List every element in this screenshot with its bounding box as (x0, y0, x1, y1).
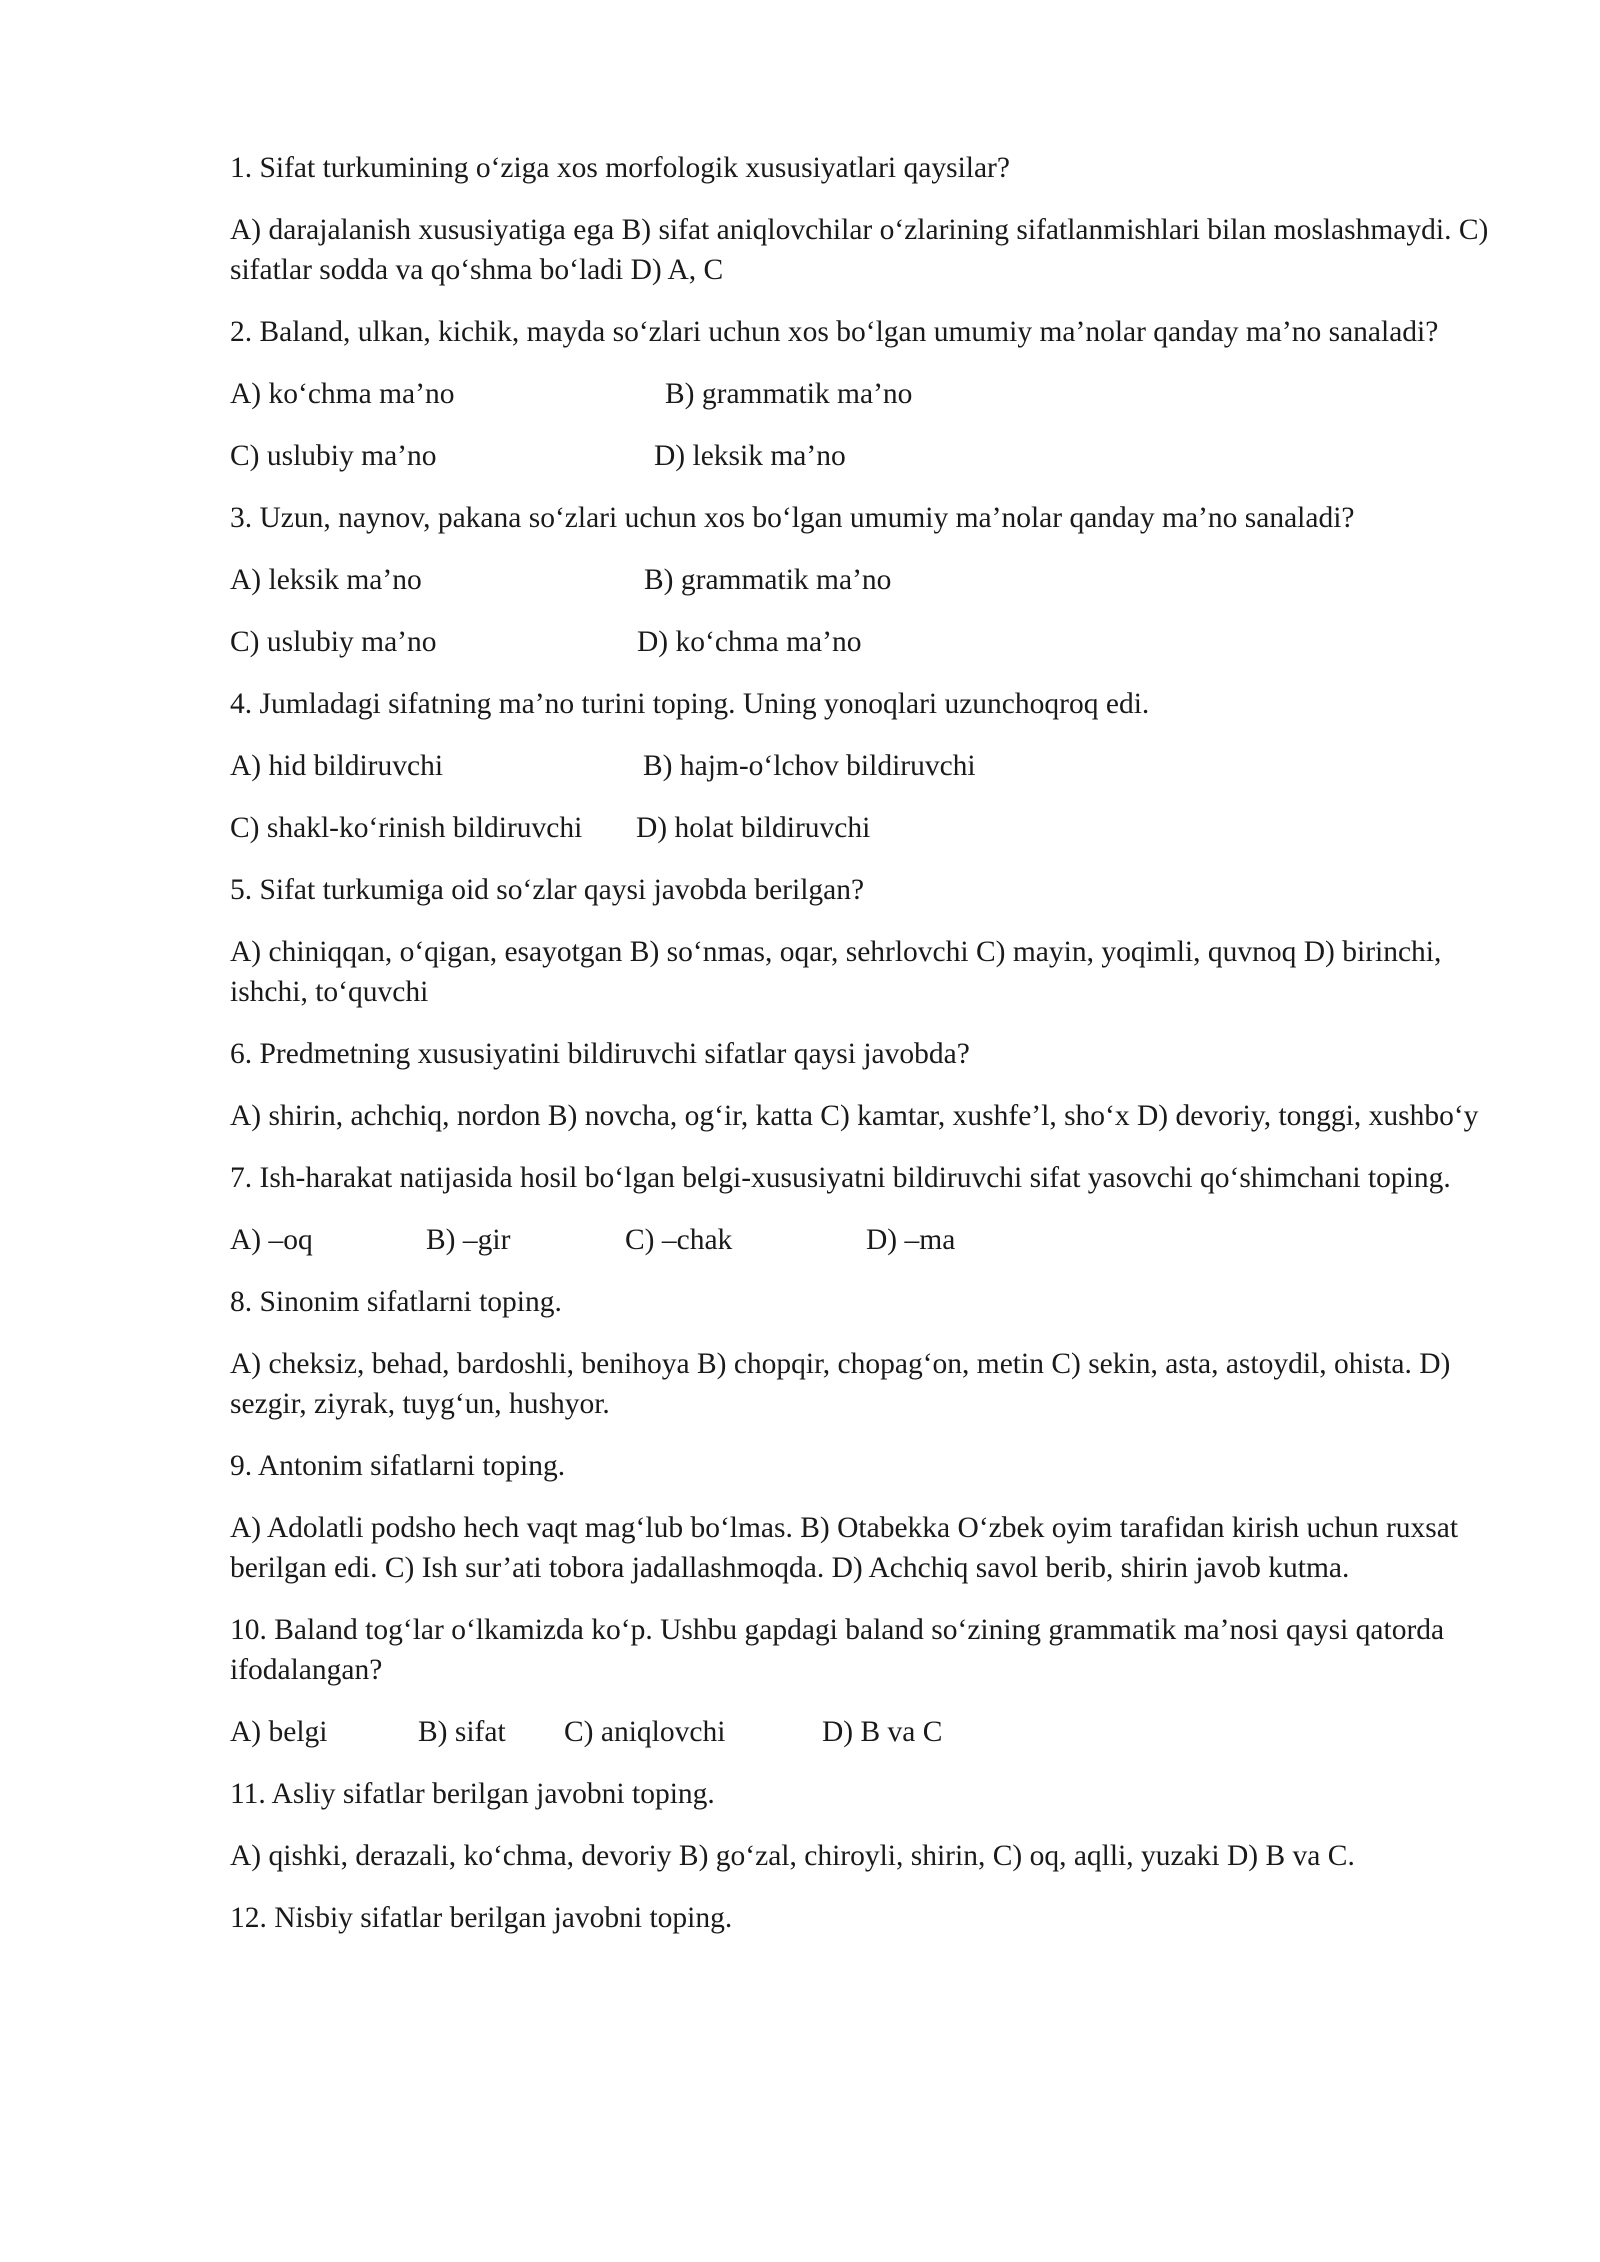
answers-6: A) shirin, achchiq, nordon B) novcha, og‘ir, katta C) kamtar, xushfe’l, sho‘x D) devoriy, tonggi, xushbo‘y (230, 1100, 1479, 1132)
option-2c: C) uslubiy ma’no (230, 440, 437, 472)
question-5: 5. Sifat turkumiga oid so‘zlar qaysi javobda berilgan? (230, 874, 865, 906)
answers-9: A) Adolatli podsho hech vaqt mag‘lub bo‘lmas. B) Otabekka O‘zbek oyim tarafidan kirish uchun ruxsat berilgan edi. C) Ish sur’ati tobora jadallashmoqda. D) Achchiq savol berib, shirin javob kutma. (230, 1512, 1459, 1584)
question-3: 3. Uzun, naynov, pakana so‘zlari uchun xos bo‘lgan umumiy ma’nolar qanday ma’no sanaladi? (230, 502, 1355, 534)
question-6: 6. Predmetning xususiyatini bildiruvchi sifatlar qaysi javobda? (230, 1038, 970, 1070)
question-9: 9. Antonim sifatlarni toping. (230, 1450, 566, 1482)
answers-2-row-1 (230, 374, 1500, 414)
option-7a: A) –oq (230, 1224, 313, 1256)
option-10d: D) B va C (822, 1716, 943, 1748)
question-2: 2. Baland, ulkan, kichik, mayda so‘zlari uchun xos bo‘lgan umumiy ma’nolar qanday ma’no sanaladi? (230, 316, 1439, 348)
answers-10-row-1 (230, 1712, 1500, 1752)
question-4: 4. Jumladagi sifatning ma’no turini toping. Uning yonoqlari uzunchoqroq edi. (230, 688, 1150, 720)
answers-7-row-1 (230, 1220, 1500, 1260)
question-12: 12. Nisbiy sifatlar berilgan javobni toping. (230, 1902, 733, 1934)
option-7b: B) –gir (426, 1224, 511, 1256)
option-2a: A) ko‘chma ma’no (230, 378, 455, 410)
option-3d: D) ko‘chma ma’no (637, 626, 862, 658)
option-4c: C) shakl-ko‘rinish bildiruvchi (230, 812, 583, 844)
answers-11: A) qishki, derazali, ko‘chma, devoriy B) go‘zal, chiroyli, shirin, C) oq, aqlli, yuzaki D) B va C. (230, 1840, 1355, 1872)
option-10b: B) sifat (418, 1716, 506, 1748)
answers-3-row-2 (230, 622, 1500, 662)
answers-5: A) chiniqqan, o‘qigan, esayotgan B) so‘nmas, oqar, sehrlovchi C) mayin, yoqimli, quvnoq D) birinchi, ishchi, to‘quvchi (230, 936, 1442, 1008)
option-3b: B) grammatik ma’no (644, 564, 892, 596)
question-7: 7. Ish-harakat natijasida hosil bo‘lgan belgi-xususiyatni bildiruvchi sifat yasovchi qo‘shimchani toping. (230, 1162, 1451, 1194)
answers-1: A) darajalanish xususiyatiga ega B) sifat aniqlovchilar o‘zlarining sifatlanmishlari bilan moslashmaydi. C) sifatlar sodda va qo‘shma bo‘ladi D) A, C (230, 214, 1489, 286)
question-10: 10. Baland tog‘lar o‘lkamizda ko‘p. Ushbu gapdagi baland so‘zining grammatik ma’nosi qaysi qatorda ifodalangan? (230, 1614, 1445, 1686)
question-1: 1. Sifat turkumining o‘ziga xos morfologik xususiyatlari qaysilar? (230, 152, 1010, 184)
option-4d: D) holat bildiruvchi (636, 812, 871, 844)
answers-2-row-2 (230, 436, 1500, 476)
document-page (230, 148, 1500, 1960)
answers-4-row-2 (230, 808, 1500, 848)
question-11: 11. Asliy sifatlar berilgan javobni toping. (230, 1778, 715, 1810)
option-3a: A) leksik ma’no (230, 564, 422, 596)
option-2d: D) leksik ma’no (654, 440, 846, 472)
question-8: 8. Sinonim sifatlarni toping. (230, 1286, 562, 1318)
option-2b: B) grammatik ma’no (665, 378, 913, 410)
option-10c: C) aniqlovchi (564, 1716, 726, 1748)
option-10a: A) belgi (230, 1716, 328, 1748)
answers-4-row-1 (230, 746, 1500, 786)
answers-8: A) cheksiz, behad, bardoshli, benihoya B) chopqir, chopag‘on, metin C) sekin, asta, astoydil, ohista. D) sezgir, ziyrak, tuyg‘un, hushyor. (230, 1348, 1451, 1420)
option-7c: C) –chak (625, 1224, 733, 1256)
option-3c: C) uslubiy ma’no (230, 626, 437, 658)
option-7d: D) –ma (866, 1224, 956, 1256)
answers-3-row-1 (230, 560, 1500, 600)
option-4a: A) hid bildiruvchi (230, 750, 444, 782)
option-4b: B) hajm-o‘lchov bildiruvchi (643, 750, 976, 782)
